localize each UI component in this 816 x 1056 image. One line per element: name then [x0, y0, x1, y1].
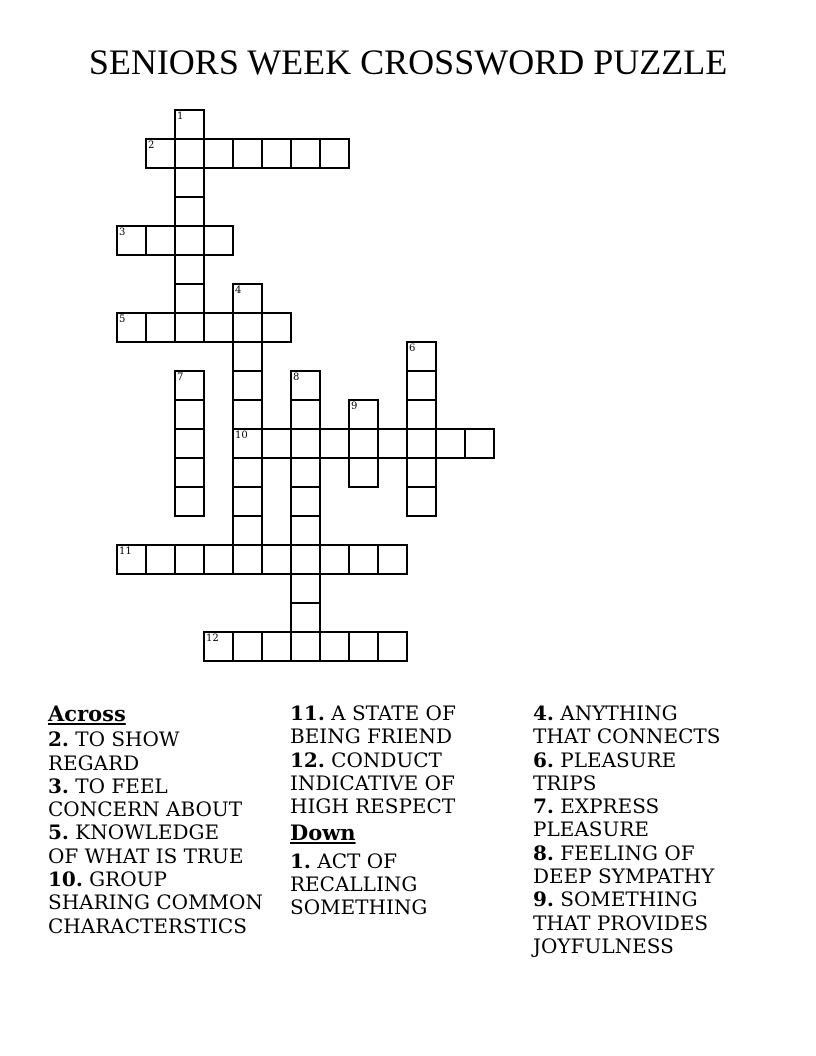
- clue-text: SOMETHING THAT PROVIDES JOYFULNESS: [533, 887, 709, 958]
- grid-cell: [203, 225, 234, 256]
- grid-cell: [348, 457, 379, 488]
- grid-cell: [261, 312, 292, 343]
- grid-cell: [145, 225, 176, 256]
- cell-number: 4: [235, 285, 242, 296]
- grid-cell: [319, 631, 350, 662]
- clue-text: CONDUCT INDICATIVE OF HIGH RESPECT: [290, 747, 456, 819]
- grid-cell: [232, 370, 263, 401]
- clue-item: [533, 702, 743, 749]
- clue-number: 4.: [533, 701, 554, 725]
- grid-cell: [377, 428, 408, 459]
- grid-cell: [290, 515, 321, 546]
- grid-cell: [406, 428, 437, 459]
- grid-cell: [232, 631, 263, 662]
- grid-cell: [174, 225, 205, 256]
- clue-number: 5.: [48, 820, 69, 845]
- cell-number: 9: [351, 401, 358, 412]
- clue-number: 7.: [533, 794, 554, 819]
- grid-cell: [232, 312, 263, 343]
- grid-cell: [232, 486, 263, 517]
- clue-item: [290, 850, 490, 920]
- clue-number: 9.: [533, 887, 554, 912]
- clue-text: A STATE OF BEING FRIEND: [290, 701, 456, 749]
- clue-number: 2.: [48, 727, 69, 752]
- clue-item: [48, 728, 288, 775]
- grid-cell: [290, 428, 321, 459]
- cell-number: 11: [119, 546, 132, 557]
- grid-cell: [348, 631, 379, 662]
- clues-heading-across: Across: [48, 701, 126, 726]
- grid-cell: [174, 486, 205, 517]
- grid-cell: [435, 428, 466, 459]
- grid-cell: [290, 399, 321, 430]
- grid-cell: [348, 428, 379, 459]
- clue-number: 12.: [290, 747, 325, 772]
- grid-cell: [464, 428, 495, 459]
- grid-cell: [290, 631, 321, 662]
- clue-number: 10.: [48, 867, 83, 892]
- grid-cell: [232, 399, 263, 430]
- grid-cell: [261, 138, 292, 169]
- clue-number: 1.: [290, 848, 311, 873]
- grid-cell: [290, 573, 321, 604]
- cell-number: 6: [409, 343, 416, 354]
- grid-cell: [174, 457, 205, 488]
- grid-cell: [406, 457, 437, 488]
- clue-text: EXPRESS PLEASURE: [533, 794, 660, 842]
- grid-cell: [174, 544, 205, 575]
- clue-text: TO FEEL CONCERN ABOUT: [48, 773, 243, 822]
- clue-number: 6.: [533, 747, 554, 772]
- clue-column: [533, 702, 743, 958]
- clue-number: 8.: [533, 840, 554, 865]
- clue-item: [533, 749, 743, 796]
- grid-cell: [319, 544, 350, 575]
- grid-cell: [290, 486, 321, 517]
- clue-text: KNOWLEDGE OF WHAT IS TRUE: [48, 820, 244, 868]
- clue-text: ACT OF RECALLING SOMETHING: [290, 848, 428, 920]
- grid-cell: [261, 428, 292, 459]
- clue-text: ANYTHING THAT CONNECTS: [533, 701, 721, 749]
- clues-heading-down: Down: [290, 820, 356, 846]
- grid-cell: [174, 399, 205, 430]
- grid-cell: [261, 631, 292, 662]
- grid-cell: [203, 138, 234, 169]
- grid-cell: [174, 283, 205, 314]
- cell-number: 2: [148, 140, 155, 151]
- grid-cell: [377, 544, 408, 575]
- clue-number: 3.: [48, 773, 69, 798]
- cell-number: 1: [177, 111, 184, 122]
- grid-cell: [174, 428, 205, 459]
- cell-number: 12: [206, 633, 219, 644]
- clue-item: [48, 868, 288, 938]
- grid-cell: [406, 399, 437, 430]
- grid-cell: [203, 544, 234, 575]
- grid-cell: [290, 544, 321, 575]
- clue-text: TO SHOW REGARD: [48, 727, 180, 775]
- grid-cell: [174, 196, 205, 227]
- clue-item: [48, 775, 288, 822]
- clue-item: [290, 749, 490, 819]
- cell-number: 8: [293, 372, 300, 383]
- grid-cell: [174, 254, 205, 285]
- grid-cell: [203, 312, 234, 343]
- grid-cell: [145, 312, 176, 343]
- grid-cell: [290, 138, 321, 169]
- clue-text: GROUP SHARING COMMON CHARACTERSTICS: [48, 867, 263, 938]
- grid-cell: [232, 515, 263, 546]
- clue-item: [533, 842, 743, 889]
- grid-cell: [232, 138, 263, 169]
- grid-cell: [348, 544, 379, 575]
- clue-number: 11.: [290, 701, 325, 725]
- cell-number: 5: [119, 314, 126, 325]
- grid-cell: [406, 370, 437, 401]
- page-title: SENIORS WEEK CROSSWORD PUZZLE: [88, 42, 728, 82]
- grid-cell: [174, 312, 205, 343]
- grid-cell: [319, 138, 350, 169]
- grid-cell: [145, 544, 176, 575]
- cell-number: 3: [119, 227, 126, 238]
- grid-cell: [174, 167, 205, 198]
- grid-cell: [174, 138, 205, 169]
- clue-column: [290, 702, 490, 920]
- cell-number: 10: [235, 430, 248, 441]
- grid-cell: [290, 457, 321, 488]
- grid-cell: [319, 428, 350, 459]
- clue-column: [48, 702, 288, 938]
- grid-cell: [406, 486, 437, 517]
- grid-cell: [290, 602, 321, 633]
- clue-item: [48, 821, 288, 868]
- clue-text: FEELING OF DEEP SYMPATHY: [533, 840, 715, 889]
- clue-item: [533, 795, 743, 842]
- grid-cell: [232, 544, 263, 575]
- grid-cell: [232, 457, 263, 488]
- clue-text: PLEASURE TRIPS: [533, 747, 677, 795]
- clue-item: [533, 888, 743, 958]
- grid-cell: [377, 631, 408, 662]
- cell-number: 7: [177, 372, 184, 383]
- grid-cell: [261, 544, 292, 575]
- grid-cell: [232, 341, 263, 372]
- clue-item: [290, 702, 490, 749]
